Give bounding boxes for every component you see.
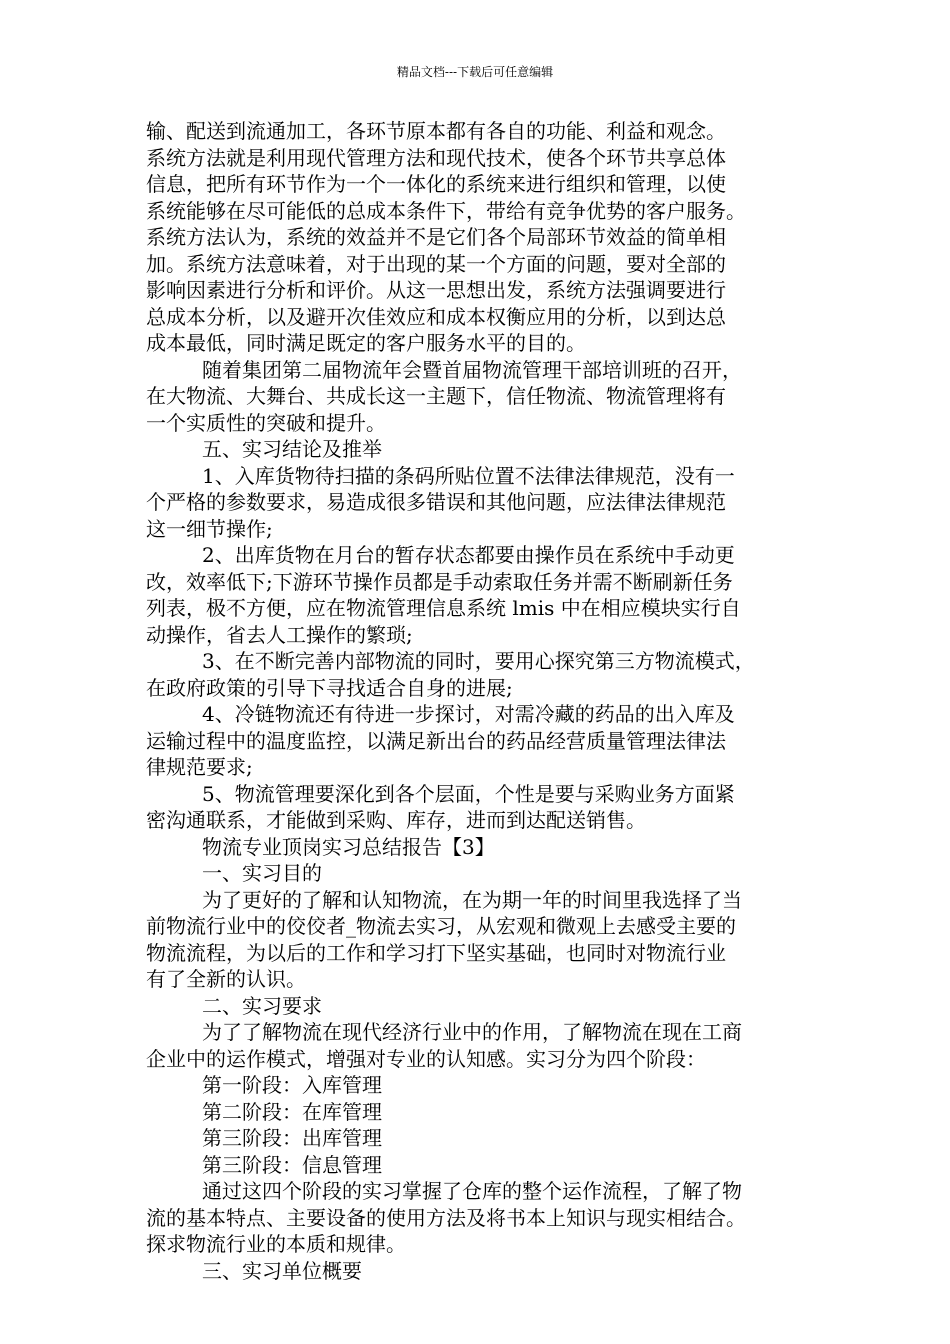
text-line: 影响因素进行分析和评价。从这一思想出发，系统方法强调要进行 (146, 278, 726, 302)
text-line: 加。系统方法意味着，对于出现的某一个方面的问题，要对全部的 (146, 251, 726, 276)
text-line: 系统方法认为，系统的效益并不是它们各个局部环节效益的简单相 (146, 225, 726, 249)
text-line: 通过这四个阶段的实习掌握了仓库的整个运作流程，了解了物 (202, 1179, 742, 1203)
text-line: 二、实习要求 (202, 993, 322, 1018)
text-line: 系统能够在尽可能低的总成本条件下，带给有竞争优势的客户服务。 (146, 198, 746, 223)
text-line: 1、入库货物待扫描的条码所贴位置不法律法律规范，没有一 (202, 463, 735, 488)
text-line: 在政府政策的引导下寻找适合自身的进展; (146, 675, 513, 700)
text-line: 信息，把所有环节作为一个一体化的系统来进行组织和管理，以使 (146, 172, 726, 196)
text-line: 密沟通联系，才能做到采购、库存，进而到达配送销售。 (146, 808, 646, 832)
text-line: 为了了解物流在现代经济行业中的作用，了解物流在现在工商 (202, 1020, 742, 1044)
text-line: 流的基本特点、主要设备的使用方法及将书本上知识与现实相结合。 (146, 1205, 746, 1230)
text-line: 第三阶段：出库管理 (202, 1126, 382, 1150)
text-line: 4、冷链物流还有待进一步探讨，对需冷藏的药品的出入库及 (202, 702, 735, 726)
text-line: 物流专业顶岗实习总结报告【3】 (202, 834, 495, 859)
text-line: 这一细节操作; (146, 516, 273, 541)
text-line: 动操作，省去人工操作的繁琐; (146, 622, 413, 647)
text-line: 探求物流行业的本质和规律。 (146, 1232, 406, 1256)
text-line: 一、实习目的 (202, 861, 322, 885)
text-line: 3、在不断完善内部物流的同时，要用心探究第三方物流模式， (202, 649, 755, 673)
text-line: 律规范要求; (146, 755, 253, 779)
text-line: 第二阶段：在库管理 (202, 1099, 382, 1124)
text-line: 有了全新的认识。 (146, 967, 306, 991)
text-line: 5、物流管理要深化到各个层面，个性是要与采购业务方面紧 (202, 781, 735, 806)
text-line: 前物流行业中的佼佼者_物流去实习，从宏观和微观上去感受主要的 (146, 914, 736, 938)
text-line: 第一阶段：入库管理 (202, 1073, 382, 1097)
text-line: 在大物流、大舞台、共成长这一主题下，信任物流、物流管理将有 (146, 384, 726, 408)
text-line: 列表，极不方便，应在物流管理信息系统 lmis 中在相应模块实行自 (146, 596, 741, 620)
text-line: 系统方法就是利用现代管理方法和现代技术，使各个环节共享总体 (146, 145, 726, 170)
text-line: 物流流程，为以后的工作和学习打下坚实基础，也同时对物流行业 (146, 940, 726, 965)
text-line: 为了更好的了解和认知物流，在为期一年的时间里我选择了当 (202, 887, 742, 912)
text-line: 一个实质性的突破和提升。 (146, 410, 386, 435)
text-line: 2、出库货物在月台的暂存状态都要由操作员在系统中手动更 (202, 543, 735, 567)
text-line: 改，效率低下;下游环节操作员都是手动索取任务并需不断刷新任务 (146, 569, 733, 594)
text-line: 企业中的运作模式，增强对专业的认知感。实习分为四个阶段： (146, 1046, 706, 1071)
text-line: 总成本分析，以及避开次佳效应和成本权衡应用的分析，以到达总 (146, 304, 726, 329)
text-line: 运输过程中的温度监控，以满足新出台的药品经营质量管理法律法 (146, 728, 726, 753)
page-header: 精品文档---下载后可任意编辑 (396, 65, 554, 79)
text-line: 输、配送到流通加工，各环节原本都有各自的功能、利益和观念。 (146, 119, 726, 143)
text-line: 五、实习结论及推举 (202, 437, 382, 461)
text-line: 成本最低，同时满足既定的客户服务水平的目的。 (146, 331, 586, 355)
text-line: 随着集团第二届物流年会暨首届物流管理干部培训班的召开， (202, 357, 742, 382)
document-body (146, 118, 814, 1284)
text-line: 第三阶段：信息管理 (202, 1152, 382, 1177)
text-line: 三、实习单位概要 (202, 1258, 362, 1283)
text-line: 个严格的参数要求，易造成很多错误和其他问题，应法律法律规范 (146, 490, 726, 514)
